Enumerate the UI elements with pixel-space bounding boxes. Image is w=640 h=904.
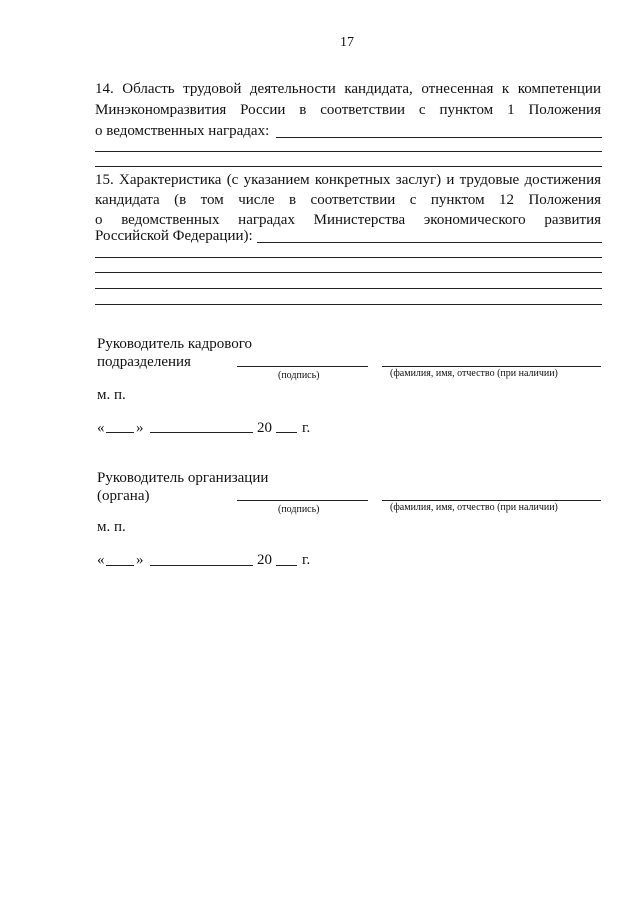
item15-fill-line-4[interactable] bbox=[95, 288, 602, 289]
head-date-year-suffix: г. bbox=[302, 552, 311, 568]
hr-name-caption: (фамилия, имя, отчество (при наличии) bbox=[390, 368, 558, 379]
hr-date-month-line[interactable] bbox=[150, 432, 253, 433]
hr-date-close-quote: » bbox=[136, 420, 144, 436]
head-title-line1: Руководитель организации bbox=[97, 470, 269, 486]
item15-line3: о ведомственных наградах Министерства экономического развития bbox=[95, 212, 601, 228]
item15-line2: кандидата (в том числе в соответствии с пунктом 12 Положения bbox=[95, 192, 601, 208]
head-name-caption: (фамилия, имя, отчество (при наличии) bbox=[390, 502, 558, 513]
hr-date-year-prefix: 20 bbox=[257, 420, 272, 436]
head-date-day-line[interactable] bbox=[106, 565, 134, 566]
hr-date-year-suffix: г. bbox=[302, 420, 311, 436]
head-signature-line[interactable] bbox=[237, 500, 368, 501]
hr-signature-caption: (подпись) bbox=[278, 370, 320, 381]
hr-name-line[interactable] bbox=[382, 366, 601, 367]
hr-date-open-quote: « bbox=[97, 420, 105, 436]
hr-title-line2: подразделения bbox=[97, 354, 191, 370]
head-date-close-quote: » bbox=[136, 552, 144, 568]
hr-date-year-line[interactable] bbox=[276, 432, 297, 433]
hr-signature-line[interactable] bbox=[237, 366, 368, 367]
item15-fill-line-3[interactable] bbox=[95, 272, 602, 273]
head-name-line[interactable] bbox=[382, 500, 601, 501]
head-title-line2: (органа) bbox=[97, 488, 150, 504]
page-number: 17 bbox=[340, 35, 354, 50]
hr-date-day-line[interactable] bbox=[106, 432, 134, 433]
head-date-month-line[interactable] bbox=[150, 565, 253, 566]
item15-line4: Российской Федерации): bbox=[95, 228, 253, 244]
hr-title-line1: Руководитель кадрового bbox=[97, 336, 252, 352]
head-date-year-line[interactable] bbox=[276, 565, 297, 566]
item14-line1: 14. Область трудовой деятельности кандидата, отнесенная к компетенции bbox=[95, 81, 601, 97]
head-date-year-prefix: 20 bbox=[257, 552, 272, 568]
item15-fill-line-5[interactable] bbox=[95, 304, 602, 305]
item14-line2: Минэкономразвития России в соответствии с пунктом 1 Положения bbox=[95, 102, 601, 118]
item14-fill-line-3[interactable] bbox=[95, 166, 602, 167]
item14-fill-line-1[interactable] bbox=[276, 137, 602, 138]
item14-fill-line-2[interactable] bbox=[95, 151, 602, 152]
head-stamp: м. п. bbox=[97, 519, 126, 535]
item15-line1: 15. Характеристика (с указанием конкретных заслуг) и трудовые достижения bbox=[95, 172, 601, 188]
item14-line3: о ведомственных наградах: bbox=[95, 123, 270, 139]
head-signature-caption: (подпись) bbox=[278, 504, 320, 515]
hr-stamp: м. п. bbox=[97, 387, 126, 403]
item15-fill-line-1[interactable] bbox=[257, 242, 602, 243]
item15-fill-line-2[interactable] bbox=[95, 257, 602, 258]
head-date-open-quote: « bbox=[97, 552, 105, 568]
